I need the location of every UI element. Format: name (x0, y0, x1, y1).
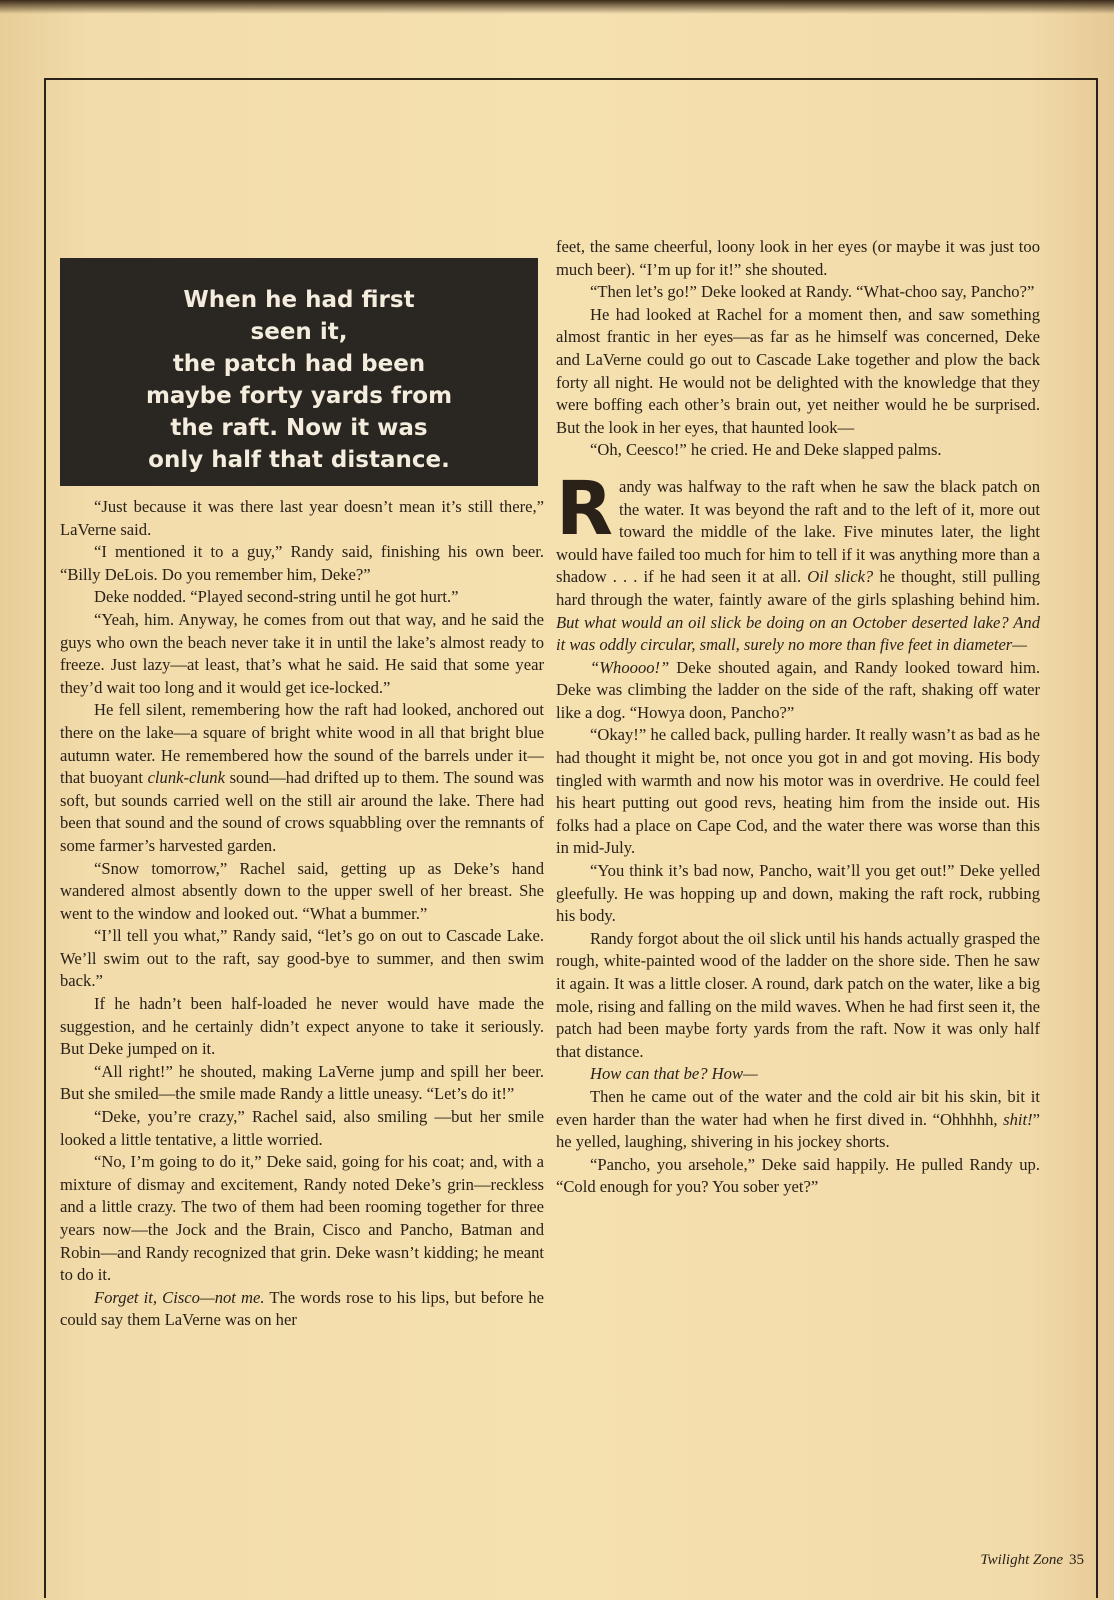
pull-quote-line: the raft. Now it was (170, 415, 428, 441)
italic-run: How can that be? How— (590, 1064, 758, 1084)
paragraph: “Then let’s go!” Deke looked at Randy. “What-choo say, Pancho?” (590, 282, 1035, 302)
magazine-name: Twilight Zone (980, 1552, 1063, 1568)
paragraph: “Snow tomorrow,” Rachel said, getting up as Deke’s hand wandered almost absently down to the upper swell of her breast. She went to the window and looked out. “What a bummer.” (60, 858, 544, 923)
paragraph: “All right!” he shouted, making LaVerne jump and spill her beer. But she smiled—the smile made Randy a little uneasy. “Let’s do it!” (60, 1061, 544, 1104)
italic-run: Oil slick? (807, 567, 874, 587)
text-run: andy was halfway to the raft when he saw the black patch on the water. It was beyond the raft and to the left of it, more out toward the middle of the lake. Five minutes later, the light would have failed too much for him to tell if it was anything more than a shadow . . . if he had seen it at all. (556, 476, 1040, 587)
paragraph (556, 465, 1040, 657)
paragraph: “Oh, Ceesco!” he cried. He and Deke slapped palms. (590, 440, 942, 460)
paragraph: “Pancho, you arsehole,” Deke said happily. He pulled Randy up. “Cold enough for you? You sober yet?” (556, 1154, 1040, 1197)
italic-run: “Whoooo!” (590, 657, 670, 677)
text-run: The words rose to his lips, but before he could say them LaVerne was on her (60, 1287, 544, 1330)
text-run: ” he yelled, laughing, shivering in his jockey shorts. (556, 1109, 1040, 1152)
paragraph (556, 657, 1040, 725)
drop-cap: R (556, 465, 613, 552)
paragraph: “I mentioned it to a guy,” Randy said, finishing his own beer. “Billy DeLois. Do you remember him, Deke?” (60, 542, 544, 584)
paragraph (60, 699, 544, 857)
page-number: 35 (1069, 1552, 1084, 1568)
right-column (556, 236, 1040, 1199)
italic-run: clunk-clunk (147, 768, 225, 788)
paragraph: Deke nodded. “Played second-string until he got hurt.” (94, 587, 459, 607)
paragraph: Randy forgot about the oil slick until his hands actually grasped the rough, white-painted wood of the ladder on the shore side. Then he saw it again. It was a little closer. A round, dark patch on the water, like a big mole, rising and falling on the mild waves. When he had first seen it, the patch had been maybe forty yards from the raft. Now it was only half that distance. (556, 928, 1040, 1061)
paragraph: “Deke, you’re crazy,” Rachel said, also smiling —but her smile looked a little tentative, a little worried. (60, 1107, 544, 1149)
paragraph: If he hadn’t been half-loaded he never would have made the suggestion, and he certainly didn’t expect anyone to take it seriously. But Deke jumped on it. (60, 994, 544, 1059)
page-edge-shadow (0, 0, 1114, 14)
text-run: Deke shouted again, and Randy looked toward him. Deke was climbing the ladder on the side of the raft, shaking off water like a dog. “Howya doon, Pancho?” (556, 657, 1040, 722)
paragraph: “Okay!” he called back, pulling harder. It really wasn’t as bad as he had thought it might be, not once you got in and got moving. His body tingled with warmth and now his motor was in overdrive. He could feel his heart putting out good revs, heating him from the inside out. His folks had a place on Cape Cod, and the water there was worse than this in mid-July. (556, 725, 1040, 858)
paragraph: He had looked at Rachel for a moment then, and saw something almost frantic in her eyes—as far as he himself was concerned, Deke and LaVerne could go out to Cascade Lake together and plow the back forty all night. He would not be delighted with the knowledge that they were boffing each other’s brain out, yet neither would he be surprised. But the look in her eyes, that haunted look— (556, 304, 1040, 437)
paragraph: feet, the same cheerful, loony look in her eyes (or maybe it was just too much beer). “I’m up for it!” she shouted. (556, 237, 1040, 279)
paragraph: “No, I’m going to do it,” Deke said, going for his coat; and, with a mixture of dismay and excitement, Randy noted Deke’s grin—reckless and a little crazy. The two of them had been rooming together for three years now—the Jock and the Brain, Cisco and Pancho, Batman and Robin—and Randy recognized that grin. Deke wasn’t kidding; he meant to do it. (60, 1152, 544, 1285)
paragraph: “I’ll tell you what,” Randy said, “let’s go on out to Cascade Lake. We’ll swim out to the raft, say good-bye to summer, and then swim back.” (60, 926, 544, 991)
paragraph: “Just because it was there last year doesn’t mean it’s still there,” LaVerne said. (60, 497, 544, 539)
paragraph (556, 1086, 1040, 1154)
pull-quote-line: seen it, (250, 319, 348, 345)
text-run: sound—had drifted up to them. The sound was soft, but sounds carried well on the still air around the lake. There had been that sound and the sound of crows squabbling over the remnants of some farmer’s harvested garden. (60, 768, 545, 855)
paragraph (60, 1287, 544, 1332)
pull-quote (60, 258, 538, 486)
page-footer (980, 1552, 1084, 1569)
section-break (556, 462, 1040, 476)
pull-quote-line: only half that distance. (148, 447, 450, 473)
pull-quote-line: maybe forty yards from (145, 383, 453, 409)
text-run: Then he came out of the water and the cold air bit his skin, bit it even harder than the water had when he first dived in. “Ohhhhh, (556, 1086, 1040, 1129)
italic-run: Forget it, Cisco—not me. (94, 1287, 265, 1307)
italic-run: shit! (1003, 1109, 1033, 1129)
text-run: He fell silent, remembering how the raft had looked, anchored out there on the lake—a square of bright white wood in all that bright blue autumn water. He remembered how the sound of the barrels under it—that buoyant (60, 700, 544, 788)
pull-quote-line: When he had first (183, 287, 415, 313)
paragraph: “You think it’s bad now, Pancho, wait’ll you get out!” Deke yelled gleefully. He was hopping up and down, making the raft rock, rubbing his body. (556, 861, 1040, 926)
paragraph: “Yeah, him. Anyway, he comes from out that way, and he said the guys who own the beach never take it in until the lake’s almost ready to freeze. Just lazy—at least, that’s what he said. He said that some year they’d wait too long and it would get ice-locked.” (60, 609, 544, 697)
paragraph (556, 1063, 1040, 1086)
text-run: he thought, still pulling hard through the water, faintly aware of the girls splashing behind him. (556, 567, 1040, 609)
left-column (60, 496, 544, 1332)
pull-quote-line: the patch had been (172, 351, 426, 377)
italic-run: But what would an oil slick be doing on an October deserted lake? And it was oddly circular, small, surely no more than five feet in diameter— (556, 612, 1040, 655)
